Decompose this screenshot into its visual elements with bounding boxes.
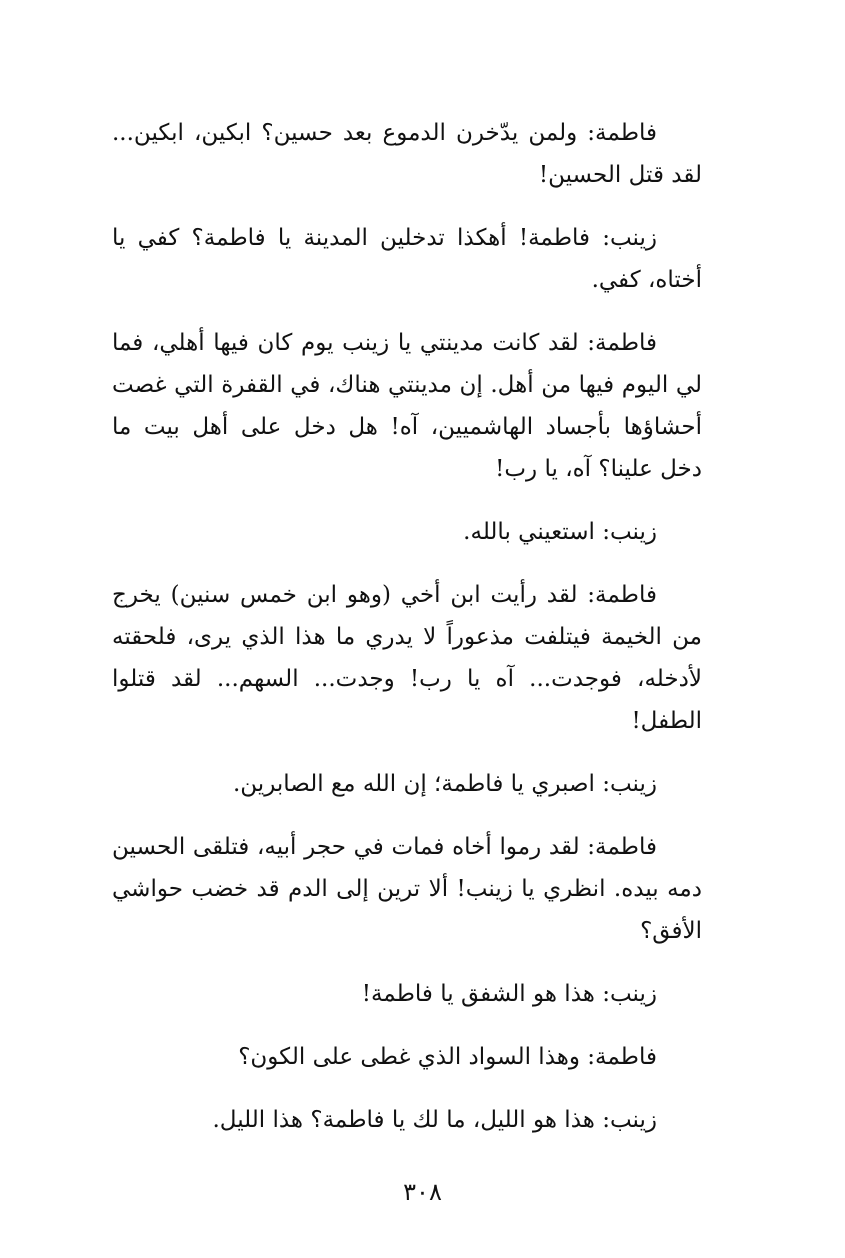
paragraph-4: زينب: استعيني بالله. <box>463 519 657 545</box>
paragraph-8: زينب: هذا هو الشفق يا فاطمة! <box>361 981 657 1007</box>
paragraph-3: فاطمة: لقد كانت مدينتي يا زينب يوم كان فيها أهلي، فما لي اليوم فيها من أهل. إن مدينتي هناك، في القفرة التي غصت أحشاؤها بأجساد الهاشميين، آه! هل دخل على أهل بيت ما دخل علينا؟ آه، يا رب! <box>112 330 702 482</box>
paragraph-9: فاطمة: وهذا السواد الذي غطى على الكون؟ <box>238 1044 657 1070</box>
paragraph-6: زينب: اصبري يا فاطمة؛ إن الله مع الصابرين. <box>232 771 657 797</box>
dialogue-text <box>112 112 702 1162</box>
paragraph-2: زينب: فاطمة! أهكذا تدخلين المدينة يا فاطمة؟ كفي يا أختاه، كفي. <box>112 225 702 293</box>
page-number: ٣٠٨ <box>403 1178 442 1206</box>
paragraph-5: فاطمة: لقد رأيت ابن أخي (وهو ابن خمس سنين) يخرج من الخيمة فيتلفت مذعوراً لا يدري ما هذا الذي يرى، فلحقته لأدخله، فوجدت... آه يا رب! وجدت... السهم... لقد قتلوا الطفل! <box>112 582 702 734</box>
paragraph-10: زينب: هذا هو الليل، ما لك يا فاطمة؟ هذا الليل. <box>212 1107 657 1133</box>
paragraph-7: فاطمة: لقد رموا أخاه فمات في حجر أبيه، فتلقى الحسين دمه بيده. انظري يا زينب! ألا ترين إلى الدم قد خضب حواشي الأفق؟ <box>112 834 702 944</box>
paragraph-1: فاطمة: ولمن يدّخرن الدموع بعد حسين؟ ابكين، ابكين... لقد قتل الحسين! <box>112 120 702 188</box>
